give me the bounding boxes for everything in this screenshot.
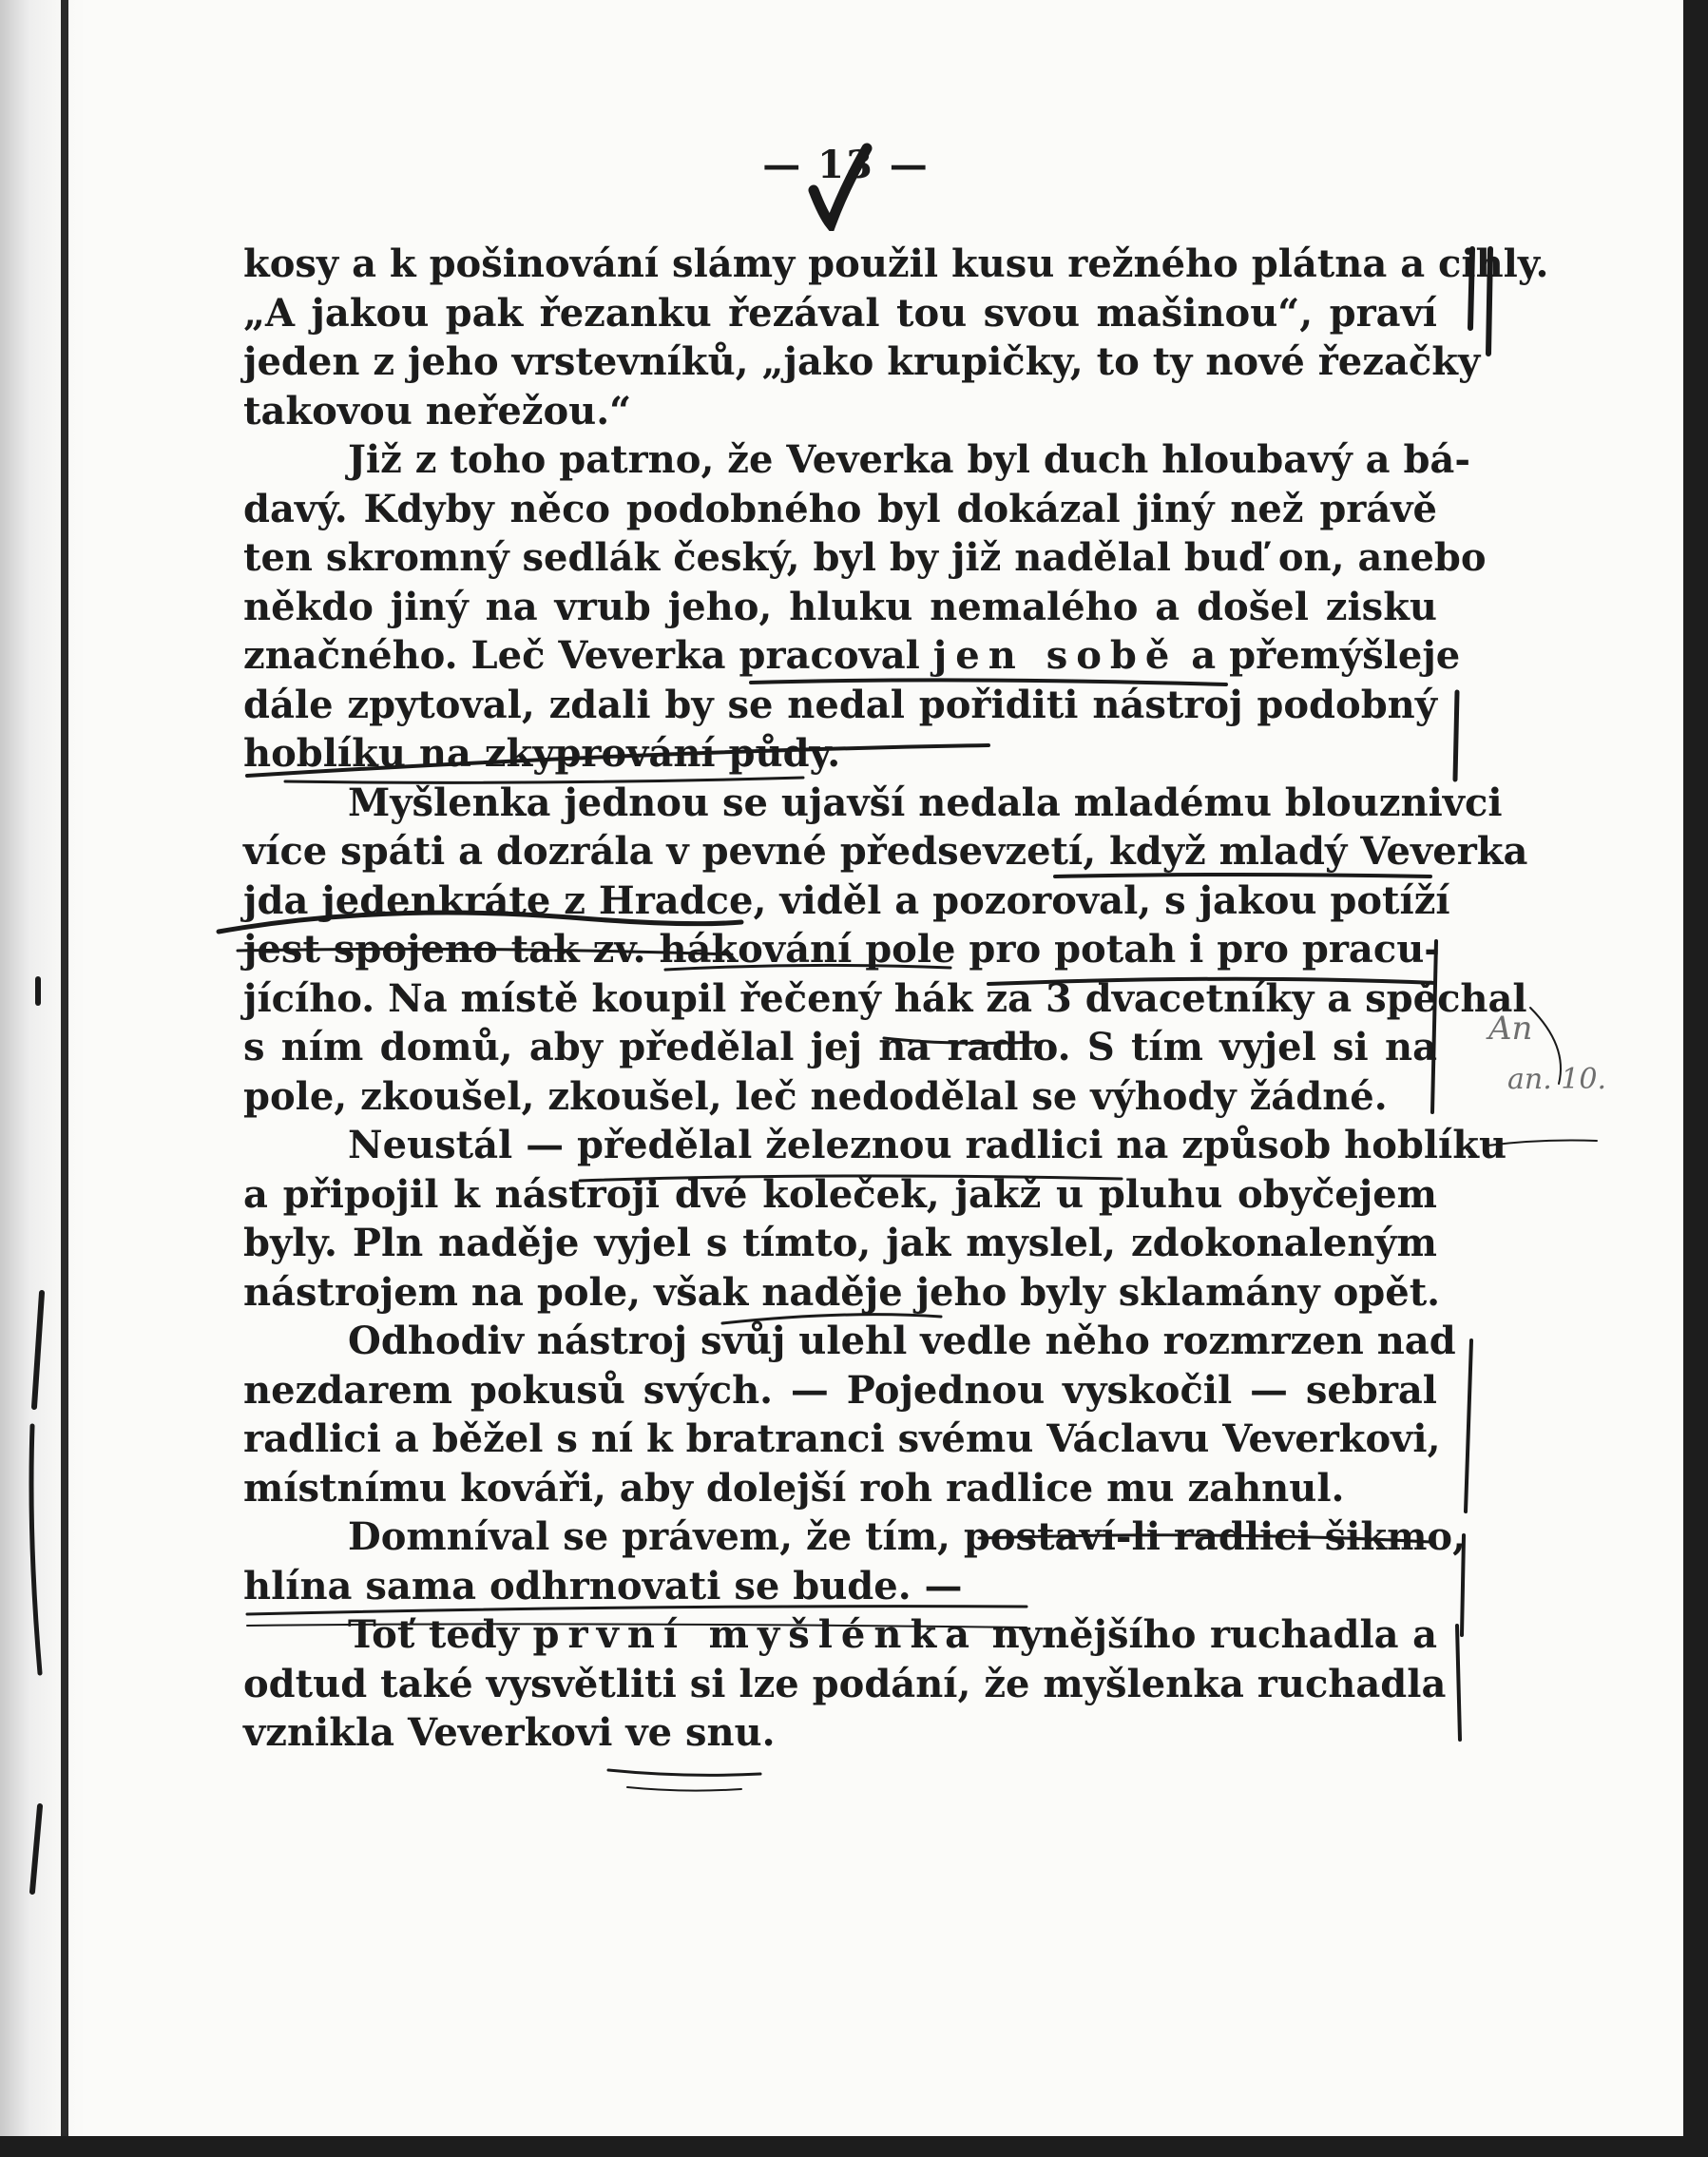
text-line: více spáti a dozrála v pevné předsevzetí, když mladý Veverka [243, 829, 1528, 874]
text-line: takovou neřežou.“ [243, 388, 632, 433]
text-line: hoblíku na zkyprování půdy. [243, 731, 841, 776]
text-line: nástrojem na pole, však naděje jeho byly sklamány opět. [243, 1269, 1441, 1315]
text-run: Toť tedy [348, 1612, 533, 1657]
text-line [243, 1610, 1437, 1660]
text-line: kosy a k pošinování slámy použil kusu režného plátna a cihly. [243, 241, 1549, 286]
text-line: jícího. Na místě koupil řečený hák za 3 dvacetníky a spěchal [243, 975, 1527, 1021]
text-line: Domníval se právem, že tím, postaví-li radlici šikmo, [348, 1514, 1467, 1559]
text-line: ten skromný sedlák český, byl by již nadělal buď on, anebo [243, 535, 1487, 580]
margin-note: an. 10. [1507, 1063, 1606, 1096]
book-spine-shadow [61, 0, 68, 2157]
text-line: jda jedenkráte z Hradce, viděl a pozoroval, s jakou potíží [243, 877, 1450, 923]
text-line: Již z toho patrno, že Veverka byl duch hloubavý a bá- [348, 437, 1470, 482]
scan-right-edge [1683, 0, 1708, 2157]
text-line: s ním domů, aby předělal jej na radlo. S tím vyjel si na [243, 1025, 1437, 1069]
scan-bottom-edge [0, 2136, 1708, 2157]
text-line: místnímu kováři, aby dolejší roh radlice mu zahnul. [243, 1465, 1345, 1511]
emphasized-text: první myšlénka [532, 1612, 979, 1657]
text-line: vznikla Veverkovi ve snu. [243, 1710, 776, 1755]
text-line: pole, zkoušel, zkoušel, leč nedodělal se výhody žádné. [243, 1073, 1388, 1119]
text-line: radlici a běžel s ní k bratranci svému Václavu Veverkovi, [243, 1416, 1441, 1461]
text-line: odtud také vysvětliti si lze podání, že myšlenka ruchadla [243, 1661, 1447, 1706]
emphasized-text: jen sobě [932, 633, 1179, 678]
text-line: nezdarem pokusů svých. — Pojednou vyskočil — sebral [243, 1367, 1437, 1413]
paragraph-2 [243, 435, 1487, 779]
text-line: „A jakou pak řezanku řezával tou svou mašinou“, praví [243, 290, 1437, 336]
text-line: Neustál — předělal železnou radlici na způsob hoblíku [348, 1123, 1507, 1167]
text-line: dále zpytoval, zdali by se nedal pořiditi nástroj podobný [243, 682, 1437, 727]
text-line: Odhodiv nástroj svůj ulehl vedle něho rozmrzen nad [348, 1319, 1456, 1363]
text-line: jest spojeno tak zv. hákování pole pro potah i pro pracu- [243, 927, 1440, 972]
paragraph-1 [243, 240, 1549, 435]
text-line: jeden z jeho vrstevníků, „jako krupičky, to ty nové řezačky [243, 339, 1481, 384]
text-run: značného. Leč Veverka pracoval [243, 633, 933, 678]
text-line: někdo jiný na vrub jeho, hluku nemalého a došel zisku [243, 584, 1437, 629]
text-line: hlína sama odhrnovati se bude. — [243, 1563, 963, 1608]
paragraph-4 [243, 1121, 1507, 1317]
text-line: a připojil k nástroji dvé koleček, jakž u pluhu obyčejem [243, 1171, 1437, 1217]
text-run: nynějšího ruchadla a [978, 1612, 1438, 1657]
text-run: a přemýšleje [1178, 633, 1461, 678]
paragraph-5 [243, 1317, 1456, 1512]
margin-note: An [1488, 1010, 1533, 1048]
scan-left-edge [0, 0, 86, 2157]
text-line [243, 631, 1461, 681]
document-body [243, 240, 1549, 1758]
text-line: davý. Kdyby něco podobného byl dokázal jiný než právě [243, 486, 1437, 531]
text-line: Myšlenka jednou se ujavší nedala mladému blouznivci [348, 780, 1503, 825]
page-number: — 13 — [762, 143, 930, 187]
paragraph-7 [243, 1610, 1447, 1758]
text-line: byly. Pln naděje vyjel s tímto, jak myslel, zdokonaleným [243, 1221, 1437, 1265]
paragraph-6 [243, 1512, 1467, 1610]
